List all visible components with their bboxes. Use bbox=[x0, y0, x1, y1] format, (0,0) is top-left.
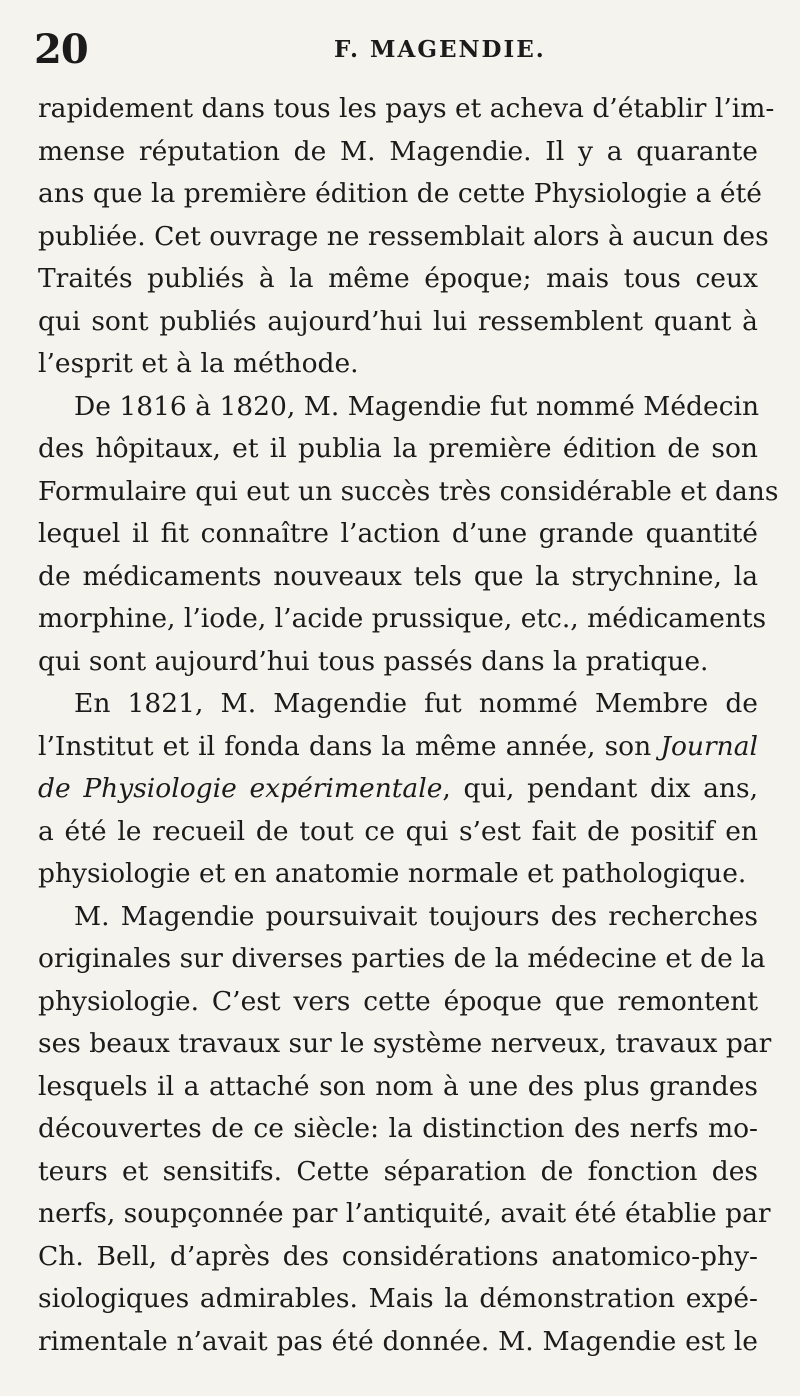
text-line-with-title bbox=[38, 768, 758, 811]
text-line: de médicaments nouveaux tels que la strychnine, la bbox=[38, 560, 758, 592]
text-line: originales sur diverses parties de la médecine et de la bbox=[38, 943, 766, 974]
text-line: siologiques admirables. Mais la démonstration expé- bbox=[38, 1283, 758, 1314]
text-line: physiologie et en anatomie normale et pathologique. bbox=[38, 858, 747, 889]
body-text bbox=[38, 88, 779, 1363]
text-line: ses beaux travaux sur le système nerveux, travaux par bbox=[38, 1028, 772, 1059]
text-line: lequel il fit connaître l’action d’une grande quantité bbox=[38, 518, 758, 549]
running-head: F. MAGENDIE. bbox=[334, 36, 546, 63]
text-line: a été le recueil de tout ce qui s’est fait de positif en bbox=[38, 815, 758, 847]
text-line: physiologie. C’est vers cette époque que remontent bbox=[38, 985, 758, 1017]
text-line: De 1816 à 1820, M. Magendie fut nommé Médecin bbox=[74, 390, 760, 422]
page-number: 20 bbox=[34, 26, 88, 73]
text-line: morphine, l’iode, l’acide prussique, etc., médicaments bbox=[38, 603, 767, 634]
text-line: publiée. Cet ouvrage ne ressemblait alors à aucun des bbox=[38, 220, 769, 252]
text-line: En 1821, M. Magendie fut nommé Membre de bbox=[74, 688, 758, 719]
journal-title-word: Journal bbox=[660, 730, 758, 762]
text-line: qui sont publiés aujourd’hui lui ressemblent quant à bbox=[38, 305, 758, 337]
text-line: mense réputation de M. Magendie. Il y a quarante bbox=[38, 135, 758, 167]
text-line: ans que la première édition de cette Physiologie a été bbox=[38, 178, 762, 209]
text-line: qui sont aujourd’hui tous passés dans la pratique. bbox=[38, 645, 709, 677]
text-line: l’esprit et à la méthode. bbox=[38, 348, 359, 379]
text-line: Formulaire qui eut un succès très considérable et dans bbox=[38, 475, 779, 507]
text-line: rimentale n’avait pas été donnée. M. Magendie est le bbox=[38, 1325, 758, 1357]
page-header bbox=[34, 22, 760, 82]
text-line: nerfs, soupçonnée par l’antiquité, avait été établie par bbox=[38, 1198, 771, 1229]
text-fragment: , qui, pendant dix ans, bbox=[442, 773, 758, 804]
text-fragment: l’Institut et il fonda dans la même année, son bbox=[38, 730, 661, 762]
text-line: lesquels il a attaché son nom à une des plus grandes bbox=[38, 1070, 758, 1102]
text-line: Traités publiés à la même époque; mais tous ceux bbox=[38, 263, 758, 294]
text-line: teurs et sensitifs. Cette séparation de fonction des bbox=[38, 1155, 758, 1187]
text-line: rapidement dans tous les pays et acheva d’établir l’im- bbox=[38, 93, 775, 124]
journal-title: de Physiologie expérimentale bbox=[38, 773, 443, 804]
text-line: des hôpitaux, et il publia la première édition de son bbox=[38, 433, 758, 464]
text-line: Ch. Bell, d’après des considérations anatomico-phy- bbox=[38, 1240, 758, 1272]
text-line-with-title bbox=[38, 726, 758, 769]
text-line: découvertes de ce siècle: la distinction des nerfs mo- bbox=[38, 1113, 758, 1144]
text-line: M. Magendie poursuivait toujours des recherches bbox=[74, 900, 758, 932]
